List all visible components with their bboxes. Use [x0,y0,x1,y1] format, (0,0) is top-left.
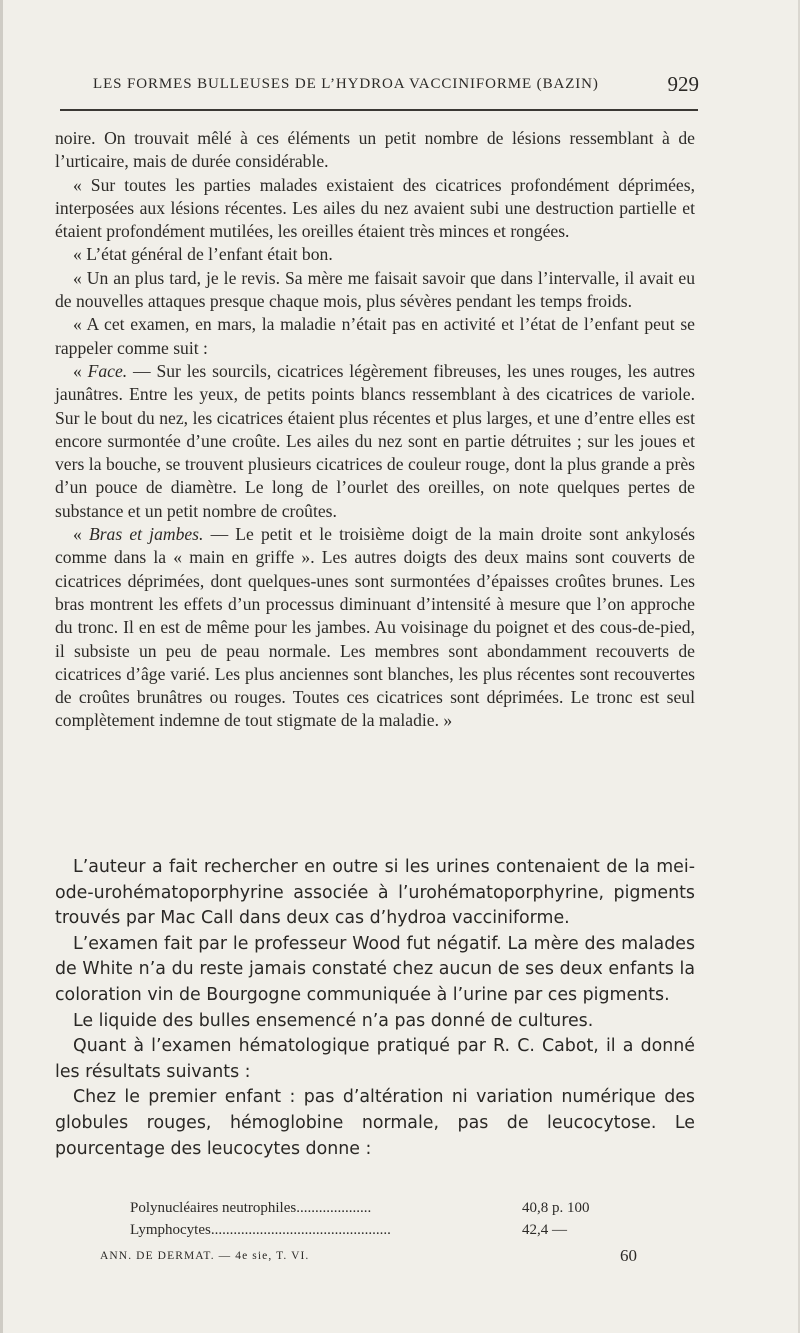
paragraph: L’auteur a fait rechercher en outre si les urines contenaient de la mei-ode-urohématoporphyrine associée à l’urohématoporphyrine, pigments trouvés par Mac Call dans deux cas d’hydroa vacciniforme. [55,857,695,929]
paragraph: « A cet examen, en mars, la maladie n’était pas en activité et l’état de l’enfant peut se rappeler comme suit : [55,314,695,358]
footer [100,1246,640,1270]
table-row [130,1219,610,1241]
paragraph: « Un an plus tard, je le revis. Sa mère me faisait savoir que dans l’intervalle, il avait eu de nouvelles attaques presque chaque mois, plus sévères pendant les temps froids. [55,267,695,312]
paragraph: Chez le premier enfant : pas d’altération ni variation numérique des globules rouges, hémoglobine normale, pas de leucocytose. Le pourcentage des leucocytes donne : [55,1087,695,1159]
paragraph: Quant à l’examen hématologique pratiqué par R. C. Cabot, il a donné les résultats suivants : [55,1036,695,1082]
paragraph: Le liquide des bulles ensemencé n’a pas donné de cultures. [73,1010,594,1031]
paragraph-limbs [55,523,695,733]
row-label: Polynucléaires neutrophiles.................... [130,1200,372,1216]
header-title: LES FORMES BULLEUSES DE L’HYDROA VACCINIFORME (BAZIN) [93,76,599,92]
table-row [130,1197,610,1219]
paragraph-text: — Sur les sourcils, cicatrices légèrement fibreuses, les unes rouges, les autres jaunâtres. Entre les yeux, de petits points blancs ressemblant à des cicatrices de variole. Sur le bout du nez, les cicatrices étaient plus récentes et plus larges, et une d’entre elles est encore surmontée d’une croûte. Les ailes du nez sont en partie détruites ; sur les joues et vers la bouche, se trouvent plusieurs cicatrices de couleur rouge, dont la plus grande a près d’un pouce de diamètre. Le long de l’ourlet des oreilles, on note quelques pertes de substance et un petit nombre de croûtes. [55,360,695,521]
row-label: Lymphocytes................................................ [130,1222,391,1238]
section-label: Bras et jambes. [88,524,204,545]
journal-reference: ANN. DE DERMAT. — 4e sie, T. VI. [100,1250,310,1262]
paragraph: « L’état général de l’enfant était bon. [73,244,333,265]
quote-mark: « [73,524,89,545]
commentary-text [55,855,695,1162]
quoted-case-text [55,127,695,733]
running-header [93,72,699,102]
signature-number: 60 [620,1246,637,1265]
paragraph-text: — Le petit et le troisième doigt de la main droite sont ankylosés comme dans la « main en griffe ». Les autres doigts des deux mains sont couverts de cicatrices déprimées, dont quelques-unes sont surmontées d’épaisses croûtes brunes. Les bras montrent les effets d’un processus diminuant d’intensité à mesure que l’on approche du tronc. Il en est de même pour les jambes. Au voisinage du poignet et des cous-de-pied, il subsiste un peu de peau normale. Les membres sont abondamment recouverts de cicatrices d’âge varié. Les plus anciennes sont blanches, les plus récentes sont recouvertes de croûtes brunâtres ou rouges. Toutes ces cicatrices sont déprimées. Le tronc est seul complètement indemne de tout stigmate de la maladie. » [55,524,695,731]
paragraph: « Sur toutes les parties malades existaient des cicatrices profondément déprimées, interposées aux lésions récentes. Les ailes du nez avaient subi une destruction partielle et étaient profondément mutilées, les oreilles étaient très minces et rongées. [55,174,695,242]
paragraph: L’examen fait par le professeur Wood fut négatif. La mère des malades de White n’a du reste jamais constaté chez aucun de ses deux enfants la coloration vin de Bourgogne communiquée à l’urine par ces pigments. [55,933,695,1005]
row-value: 40,8 p. 100 [522,1200,590,1216]
leukocyte-table [130,1197,610,1241]
paragraph-face [55,360,695,523]
header-rule [60,109,698,111]
page-edge-shadow [0,0,3,1333]
page-number: 929 [667,72,699,96]
quote-mark: « [73,360,88,381]
row-value: 42,4 — [522,1222,567,1238]
paragraph: noire. On trouvait mêlé à ces éléments un petit nombre de lésions ressemblant à de l’urticaire, mais de durée considérable. [55,128,695,172]
section-label: Face. [87,360,128,381]
